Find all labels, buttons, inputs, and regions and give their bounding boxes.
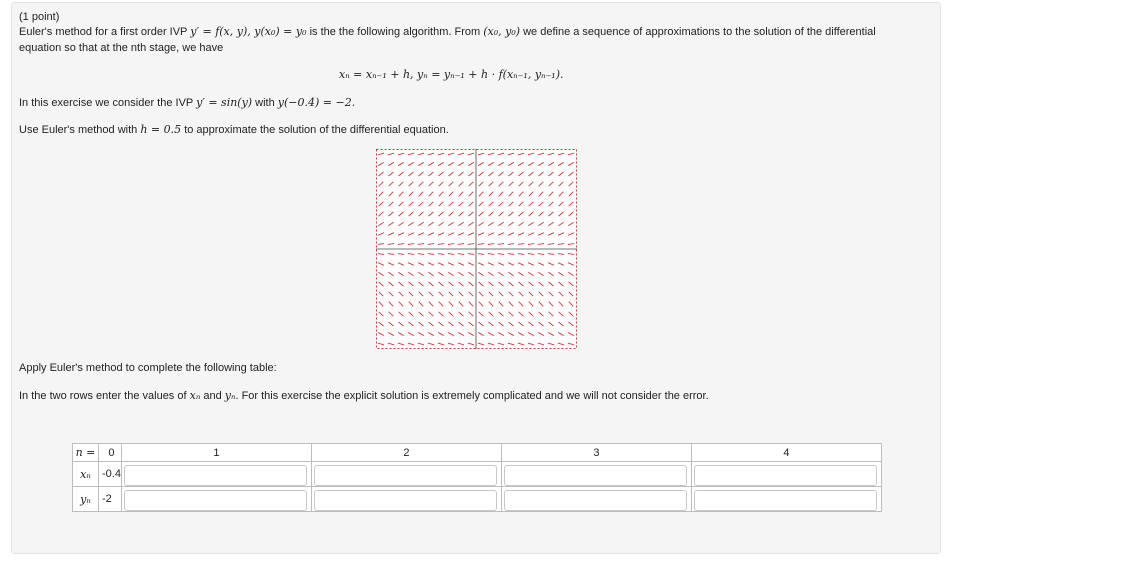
use-tail: to approximate the solution of the differential equation. (184, 124, 449, 136)
yn-cell-2 (311, 487, 501, 512)
y4-input[interactable] (694, 490, 877, 511)
intro-lead: Euler's method for a first order IVP (19, 26, 188, 38)
exercise-lead: In this exercise we consider the IVP (19, 97, 194, 109)
rows-lead: In the two rows enter the values of (19, 390, 187, 402)
euler-table (72, 443, 882, 512)
points-label: (1 point) (19, 11, 60, 23)
yn-cell-4 (691, 487, 881, 512)
step-size: h = 0.5 (140, 123, 182, 136)
xn-cell-1 (121, 462, 311, 487)
apply-instruction: Apply Euler's method to complete the following table: (19, 362, 277, 374)
x1-input[interactable] (124, 465, 307, 486)
xn-label: xₙ (73, 462, 99, 487)
y2-input[interactable] (314, 490, 497, 511)
y0-value: -2 (99, 487, 122, 512)
n-value-2: 2 (311, 444, 501, 462)
yn-cell-1 (121, 487, 311, 512)
exercise-statement (19, 96, 355, 110)
use-statement (19, 123, 449, 137)
yn-label: yₙ (73, 487, 99, 512)
ivp-equation: y′ = f(x, y), y(x₀) = y₀ (190, 25, 307, 38)
rows-tail: . For this exercise the explicit solution is extremely complicated and we will not consider the error. (235, 390, 709, 402)
exercise-initial-condition: y(−0.4) = −2. (277, 96, 356, 109)
y3-input[interactable] (504, 490, 687, 511)
n-value-1: 1 (121, 444, 311, 462)
euler-formula: xₙ = xₙ₋₁ + h, yₙ = yₙ₋₁ + h · f(xₙ₋₁, yₙ₋₁). (339, 68, 564, 81)
exercise-with: with (255, 97, 275, 109)
xn-cell-2 (311, 462, 501, 487)
x4-input[interactable] (694, 465, 877, 486)
use-lead: Use Euler's method with (19, 124, 138, 136)
rows-and: and (203, 390, 222, 402)
x0-value: -0.4 (99, 462, 122, 487)
rows-instruction (19, 389, 709, 403)
xn-symbol: xₙ (189, 389, 201, 402)
xn-row (73, 462, 882, 487)
yn-row (73, 487, 882, 512)
y1-input[interactable] (124, 490, 307, 511)
intro-tail: we define a sequence of approximations to the solution of the differential (523, 26, 876, 38)
n-value-3: 3 (501, 444, 691, 462)
intro-mid: is the the following algorithm. From (309, 26, 481, 38)
intro-line-2: equation so that at the nth stage, we have (19, 42, 224, 54)
n-label: n = (73, 444, 99, 462)
intro-line-1 (19, 25, 876, 39)
xn-cell-3 (501, 462, 691, 487)
yn-symbol: yₙ (224, 389, 236, 402)
direction-field-plot (376, 149, 577, 349)
x2-input[interactable] (314, 465, 497, 486)
n-row (73, 444, 882, 462)
n-value-4: 4 (691, 444, 881, 462)
initial-point: (x₀, y₀) (483, 25, 521, 38)
x3-input[interactable] (504, 465, 687, 486)
yn-cell-3 (501, 487, 691, 512)
exercise-ode: y′ = sin(y) (196, 96, 253, 109)
xn-cell-4 (691, 462, 881, 487)
n-value-0: 0 (99, 444, 122, 462)
